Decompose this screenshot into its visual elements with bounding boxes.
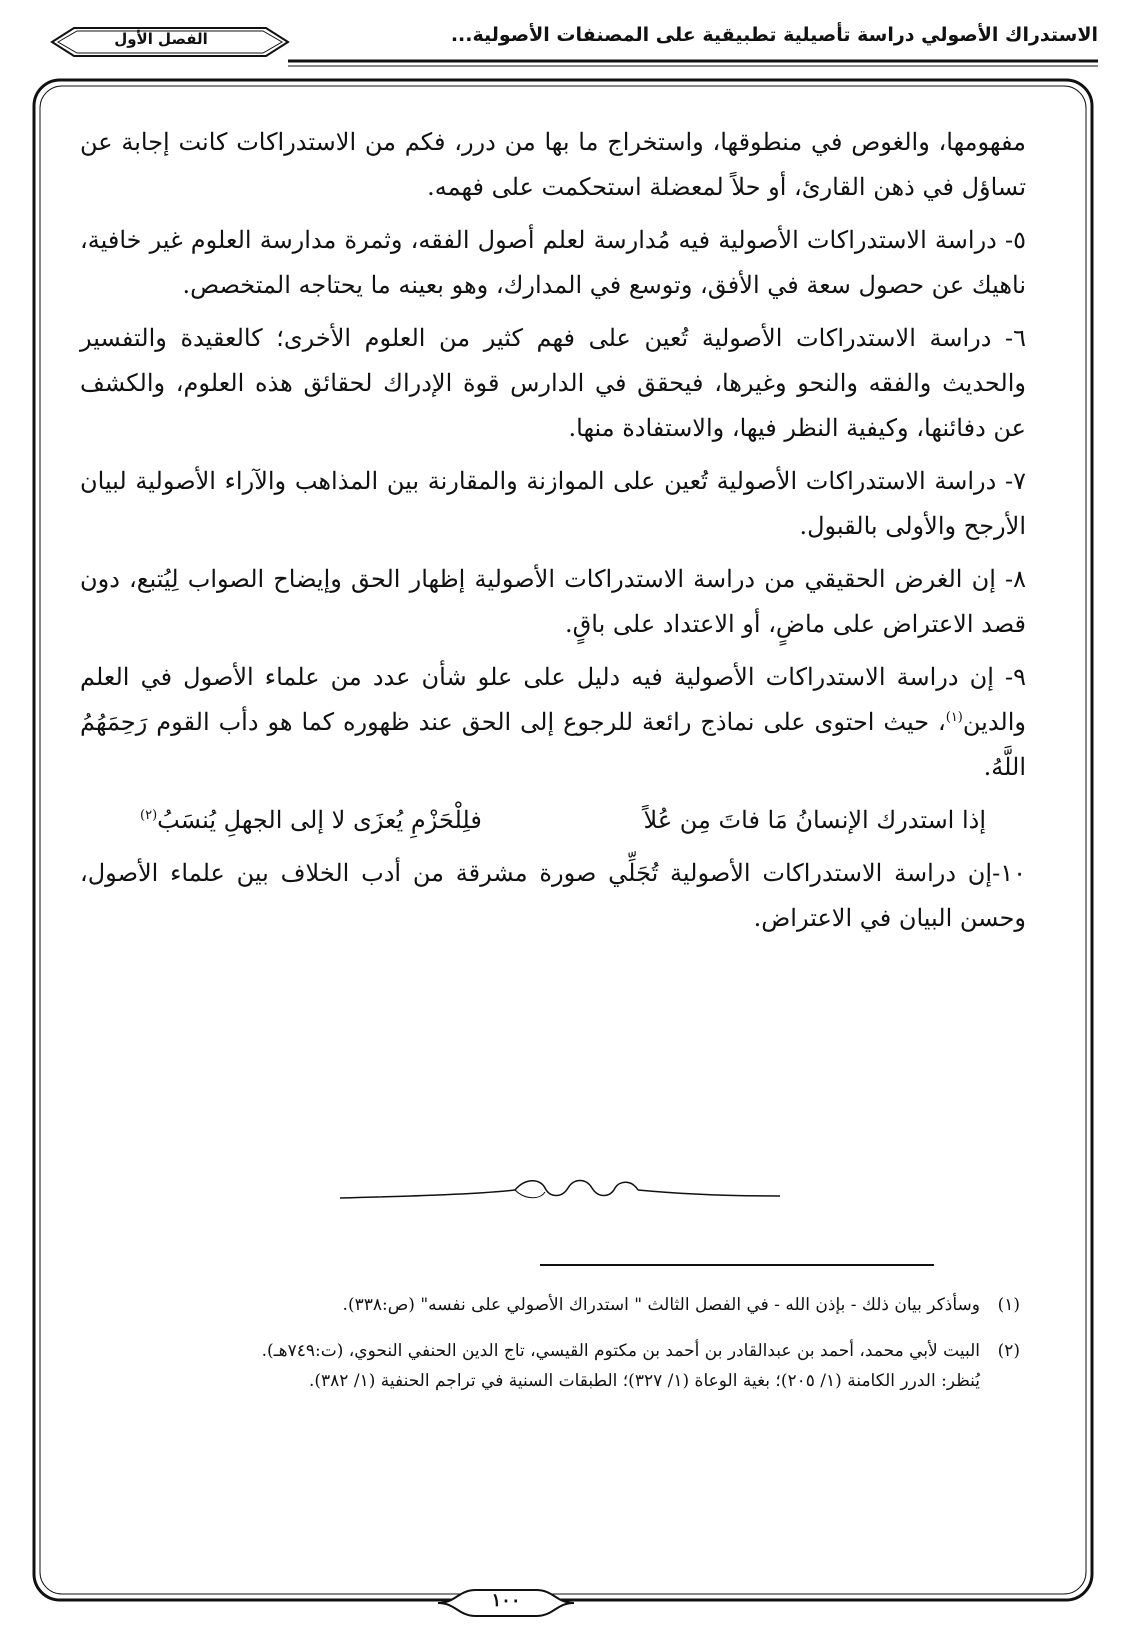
verse-second-hemistich <box>140 798 482 843</box>
paragraph-9-part-1: ٩- إن دراسة الاستدراكات الأصولية فيه دليل على علو شأن عدد من علماء الأصول في العلم والدين <box>80 663 1026 736</box>
verse-second-text: فلِلْحَزْمِ يُعزَى لا إلى الجهلِ يُنسَبُ <box>157 806 482 834</box>
verse-first-hemistich: إذا استدرك الإنسانُ مَا فاتَ مِن عُلاً <box>643 806 986 834</box>
page-number: ١٠٠ <box>491 1590 521 1611</box>
footnote-ref-1[interactable]: (١) <box>945 710 963 725</box>
header-rule <box>30 58 1098 68</box>
footnote-1-text: وسأذكر بيان ذلك - بإذن الله - في الفصل الثالث " استدراك الأصولي على نفسه" (ص:٣٣٨). <box>342 1295 980 1315</box>
footnote-rule <box>540 1264 934 1266</box>
paragraph-intro: مفهومها، والغوص في منطوقها، واستخراج ما بها من درر، فكم من الاستدراكات كانت إجابة عن تساؤل في ذهن القارئ، أو حلاً لمعضلة استحكمت على فهمه. <box>80 128 1026 201</box>
paragraph-10: ١٠-إن دراسة الاستدراكات الأصولية تُجَلِّي صورة مشرقة من أدب الخلاف بين علماء الأصول، وحسن البيان في الاعتراض. <box>80 859 1026 932</box>
footnote-2 <box>120 1336 1020 1366</box>
page-header <box>30 18 1098 68</box>
footnote-2-continued: يُنظر: الدرر الكامنة (١/ ٢٠٥)؛ بغية الوعاة (١/ ٣٢٧)؛ الطبقات السنية في تراجم الحنفية (١/ ٣٨٢). <box>308 1371 980 1391</box>
paragraph-5: ٥- دراسة الاستدراكات الأصولية فيه مُدارسة لعلم أصول الفقه، وثمرة مدارسة العلوم غير خافية، ناهيك عن حصول سعة في الأفق، وتوسع في المدارك، وهو بعينه ما يحتاجه المتخصص. <box>80 226 1026 299</box>
paragraph-9-part-2: ، حيث احتوى على نماذج رائعة للرجوع إلى الحق عند ظهوره كما هو دأب القوم رَحِمَهُمُ اللَّهُ. <box>80 708 1026 781</box>
footnote-1 <box>120 1290 1020 1320</box>
chapter-tab <box>30 18 292 62</box>
footnotes <box>120 1290 1020 1396</box>
paragraph-9 <box>80 655 1026 790</box>
footnote-2-number: (٢) <box>997 1341 1020 1361</box>
ornament-divider-icon <box>340 1172 780 1212</box>
footnote-1-number: (١) <box>997 1295 1020 1315</box>
poetry-verse <box>80 798 1026 843</box>
paragraph-7: ٧- دراسة الاستدراكات الأصولية تُعين على الموازنة والمقارنة بين المذاهب والآراء الأصولية لبيان الأرجح والأولى بالقبول. <box>80 467 1026 540</box>
running-title: الاستدراك الأصولي دراسة تأصيلية تطبيقية على المصنفات الأصولية... <box>450 24 1098 46</box>
footnote-ref-2[interactable]: (٢) <box>140 808 158 823</box>
chapter-label: الفصل الأول <box>114 30 208 48</box>
paragraph-8: ٨- إن الغرض الحقيقي من دراسة الاستدراكات الأصولية إظهار الحق وإيضاح الصواب لِيُتبع، دون قصد الاعتراض على ماضٍ، أو الاعتداد على باقٍ. <box>80 565 1026 638</box>
paragraph-6: ٦- دراسة الاستدراكات الأصولية تُعين على فهم كثير من العلوم الأخرى؛ كالعقيدة والتفسير والحديث والفقه والنحو وغيرها، فيحقق في الدارس قوة الإدراك لحقائق هذه العلوم، والكشف عن دفائنها، وكيفية النظر فيها، والاستفادة منها. <box>80 324 1026 442</box>
footnote-2-text: البيت لأبي محمد، أحمد بن عبدالقادر بن أحمد بن مكتوم القيسي، تاج الدين الحنفي النحوي، (ت:٧٤٩هـ). <box>261 1341 980 1361</box>
page-number-badge <box>436 1586 576 1620</box>
body-text <box>80 120 1026 949</box>
